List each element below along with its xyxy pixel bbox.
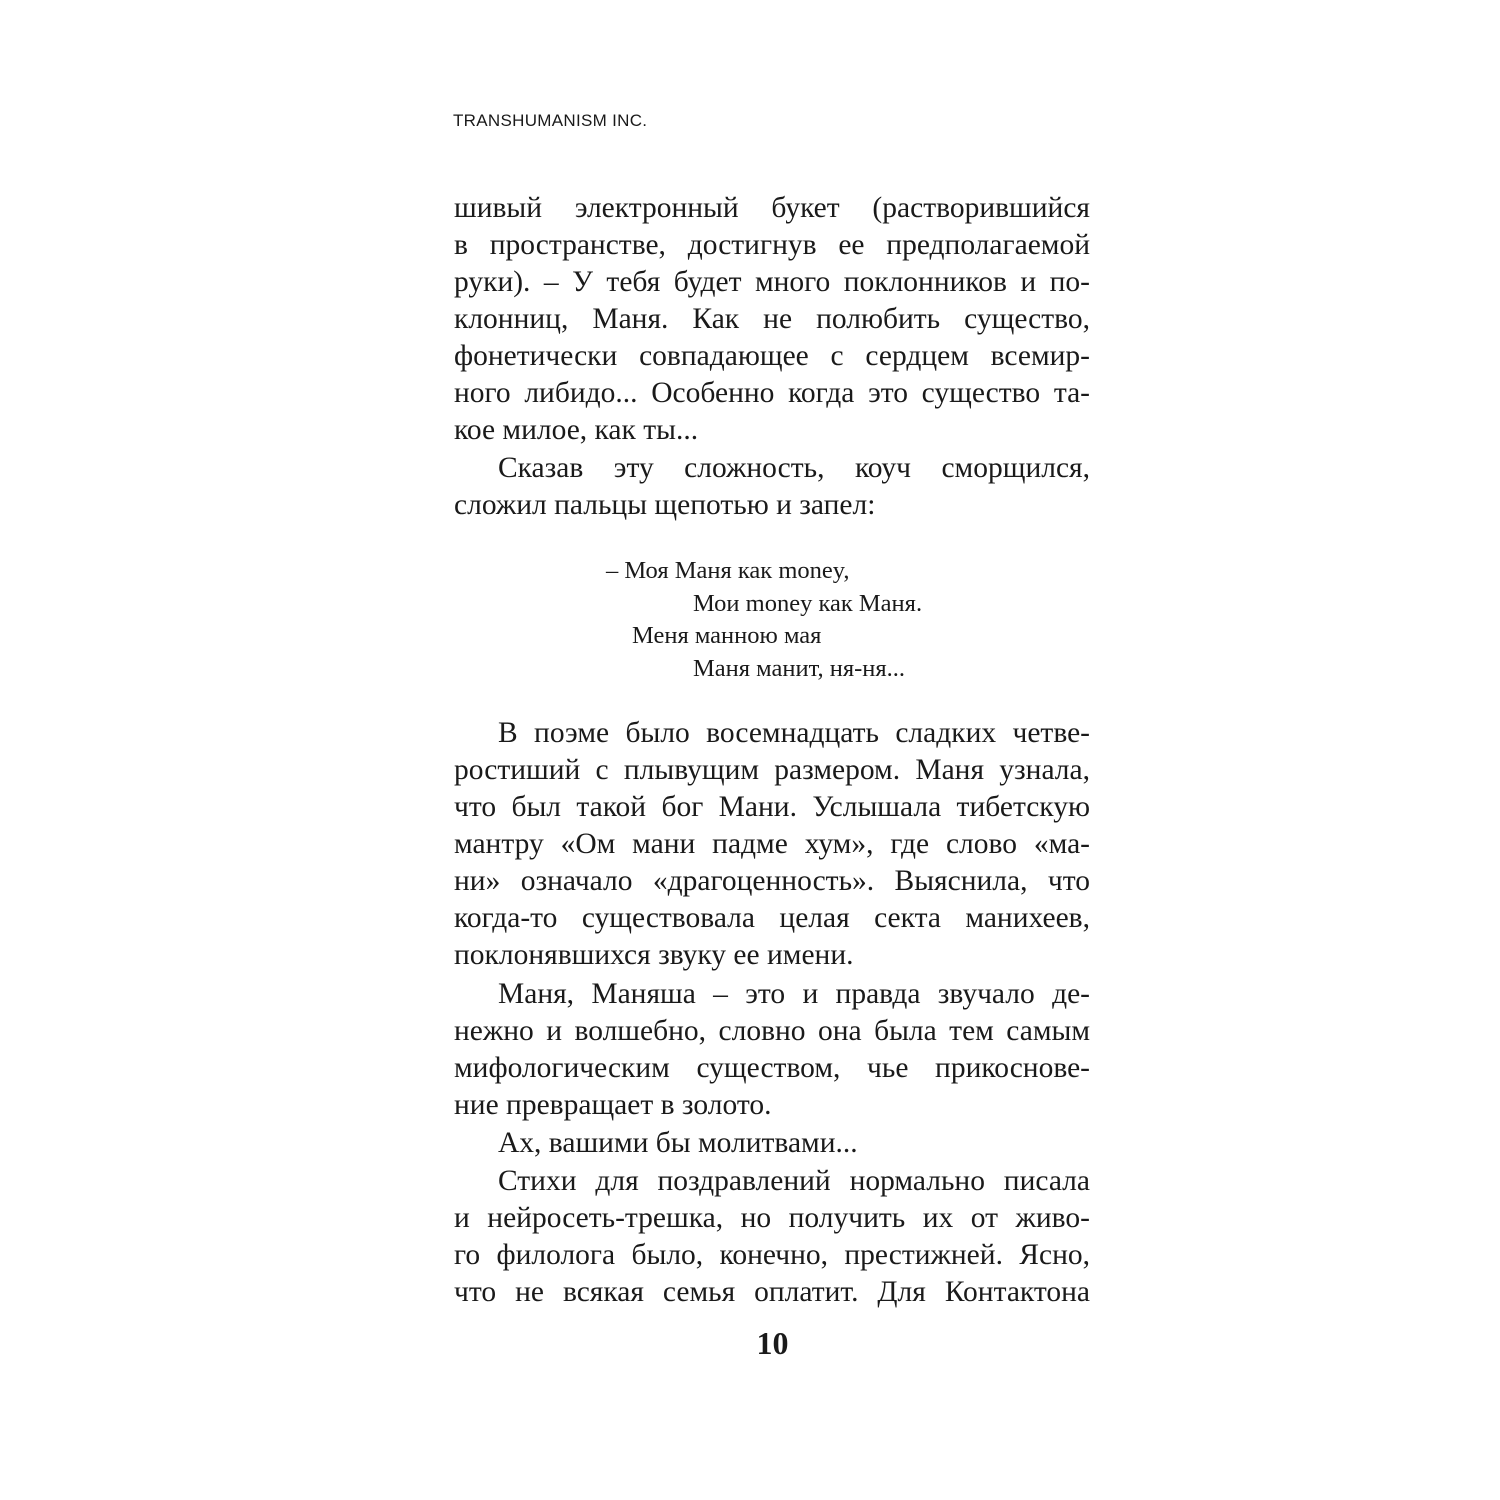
text-line: го филолога было, конечно, престижней. Ясно,	[454, 1239, 1090, 1271]
text-line: Ах, вашими бы молитвами...	[498, 1127, 858, 1159]
running-head: TRANSHUMANISM INC.	[453, 111, 648, 130]
text-line: кое милое, как ты...	[454, 414, 699, 446]
text-line: что не всякая семья оплатит. Для Контактона	[454, 1276, 1090, 1308]
text-line: ние превращает в золото.	[454, 1089, 772, 1121]
text-line: ростиший с плывущим размером. Маня узнала,	[454, 754, 1090, 786]
verse-line: Мои money как Маня.	[693, 590, 923, 617]
text-line: Маня, Маняша – это и правда звучало де-	[498, 978, 1090, 1010]
text-line: ни» означало «драгоценность». Выяснила, что	[454, 865, 1090, 897]
text-line: нежно и волшебно, словно она была тем самым	[454, 1015, 1090, 1047]
text-line: что был такой бог Мани. Услышала тибетскую	[454, 791, 1090, 823]
verse-line: Маня манит, ня-ня...	[693, 655, 906, 682]
text-line: поклонявшихся звуку ее имени.	[454, 939, 854, 971]
page-number: 10	[756, 1325, 789, 1361]
text-line: клонниц, Маня. Как не полюбить существо,	[454, 303, 1090, 335]
text-line: Сказав эту сложность, коуч сморщился,	[498, 452, 1090, 484]
text-line: и нейросеть-трешка, но получить их от живо-	[454, 1202, 1090, 1234]
text-line: руки). – У тебя будет много поклонников и по-	[454, 266, 1090, 298]
text-line: в пространстве, достигнув ее предполагаемой	[454, 229, 1090, 261]
text-line: фонетически совпадающее с сердцем всемир-	[454, 340, 1090, 372]
text-line: В поэме было восемнадцать сладких четве-	[498, 717, 1090, 749]
text-line: ного либидо... Особенно когда это существо та-	[454, 377, 1090, 409]
verse-line: Меня манною мая	[632, 622, 822, 649]
text-line: сложил пальцы щепотью и запел:	[454, 489, 876, 521]
text-line: мифологическим существом, чье прикоснове-	[454, 1052, 1090, 1084]
text-line: когда-то существовала целая секта манихеев,	[454, 902, 1090, 934]
text-line: шивый электронный букет (растворившийся	[454, 192, 1090, 224]
verse-line: – Моя Маня как money,	[606, 557, 850, 584]
text-line: мантру «Ом мани падме хум», где слово «ма-	[454, 828, 1090, 860]
text-line: Стихи для поздравлений нормально писала	[498, 1165, 1090, 1197]
